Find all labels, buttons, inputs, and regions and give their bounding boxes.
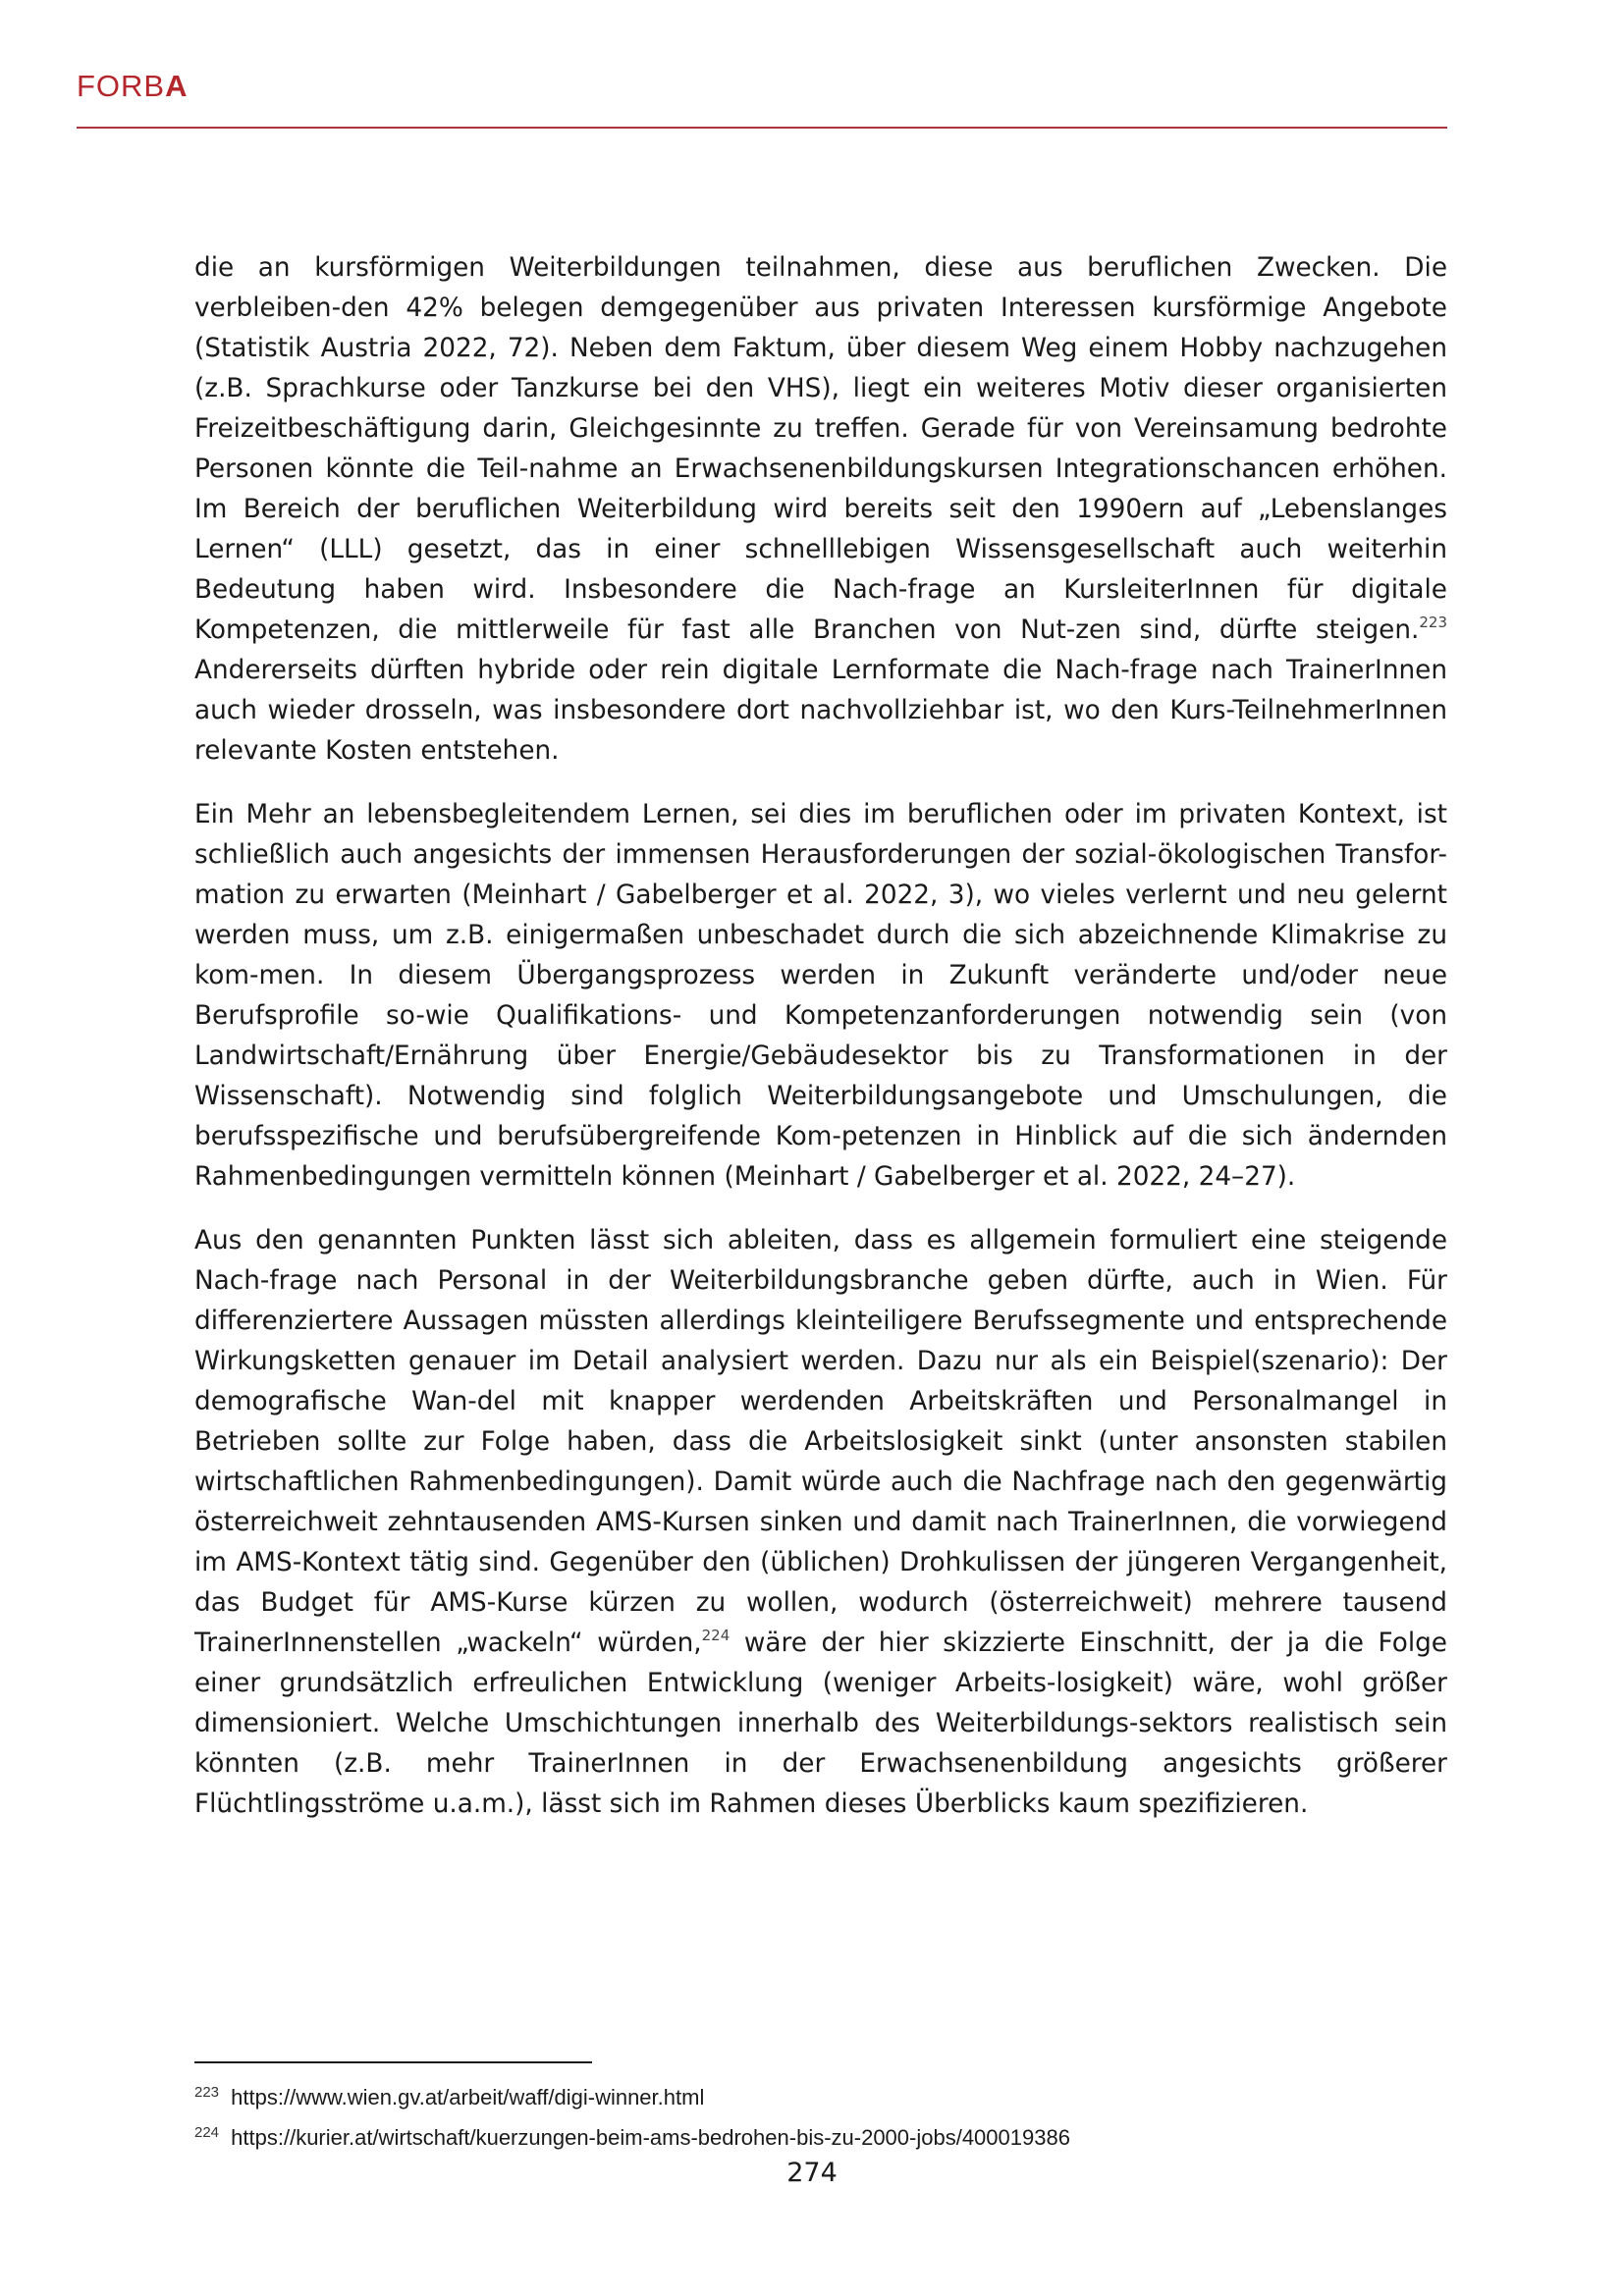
footnote-ref-224[interactable]: 224 [701,1627,731,1644]
footnote-223 [194,2075,1447,2115]
logo-text-regular: FORB [77,69,166,103]
main-text [194,248,1447,1848]
footnote-number: 223 [194,2084,220,2101]
footnote-224 [194,2115,1447,2156]
paragraph-3-part-b: wäre der hier skizzierte Einschnitt, der ja die Folge einer grundsätzlich erfreulichen Entwicklung (weniger Arbeits-losigkeit) wäre, wohl größer dimensioniert. Welche Umschichtungen innerhalb des Weiterbildungs-sektors realistisch sein könnten (z.B. mehr TrainerInnen in der Erwachsenenbildung angesichts größerer Flüchtlingsströme u.a.m.), lässt sich im Rahmen dieses Überblicks kaum spezifizieren. [194,1629,1447,1819]
paragraph-1 [194,248,1447,772]
paragraph-3 [194,1221,1447,1825]
header-divider [77,127,1447,129]
page-number: 274 [786,2158,838,2188]
paragraph-3-part-a: Aus den genannten Punkten lässt sich ableiten, dass es allgemein formuliert eine steigende Nach-frage nach Personal in der Weiterbildungsbranche geben dürfte, auch in Wien. Für differenziertere Aussagen müssten allerdings kleinteiligere Berufssegmente und entsprechende Wirkungsketten genauer im Detail analysiert werden. Dazu nur als ein Beispiel(szenario): Der demografische Wan-del mit knapper werdenden Arbeitskräften und Personalmangel in Betrieben sollte zur Folge haben, dass die Arbeitslosigkeit sinkt (unter ansonsten stabilen wirtschaftlichen Rahmenbedingungen). Damit würde auch die Nachfrage nach den gegenwärtig österreichweit zehntausenden AMS-Kursen sinken und damit nach TrainerInnen, die vorwiegend im AMS-Kontext tätig sind. Gegenüber den (üblichen) Drohkulissen der jüngeren Vergangenheit, das Budget für AMS-Kurse kürzen zu wollen, wodurch (österreichweit) mehrere tausend TrainerInnenstellen „wackeln“ würden, [194,1226,1447,1658]
footnote-link[interactable]: https://www.wien.gv.at/arbeit/waff/digi-winner.html [231,2085,705,2109]
paragraph-2: Ein Mehr an lebensbegleitendem Lernen, sei dies im beruflichen oder im privaten Kontext, ist schließlich auch angesichts der immensen Herausforderungen der sozial-ökologischen Transfor-mation zu erwarten (Meinhart / Gabelberger et al. 2022, 3), wo vieles verlernt und neu gelernt werden muss, um z.B. einigermaßen unbeschadet durch die sich abzeichnende Klimakrise zu kom-men. In diesem Übergangsprozess werden in Zukunft veränderte und/oder neue Berufsprofile so-wie Qualifikations- und Kompetenzanforderungen notwendig sein (von Landwirtschaft/Ernährung über Energie/Gebäudesektor bis zu Transformationen in der Wissenschaft). Notwendig sind folglich Weiterbildungsangebote und Umschulungen, die berufsspezifische und berufsübergreifende Kom-petenzen in Hinblick auf die sich ändernden Rahmenbedingungen vermitteln können (Meinhart / Gabelberger et al. 2022, 24–27). [194,800,1447,1192]
footnote-link[interactable]: https://kurier.at/wirtschaft/kuerzungen-beim-ams-bedrohen-bis-zu-2000-jobs/400019386 [231,2125,1070,2150]
footnote-ref-223[interactable]: 223 [1419,614,1447,631]
paragraph-1-part-a: die an kursförmigen Weiterbildungen teilnahmen, diese aus beruflichen Zwecken. Die verbleiben-den 42% belegen demgegenüber aus privaten Interessen kursförmige Angebote (Statistik Austria 2022, 72). Neben dem Faktum, über diesem Weg einem Hobby nachzugehen (z.B. Sprachkurse oder Tanzkurse bei den VHS), liegt ein weiteres Motiv dieser organisierten Freizeitbeschäftigung darin, Gleichgesinnte zu treffen. Gerade für von Vereinsamung bedrohte Personen könnte die Teil-nahme an Erwachsenenbildungskursen Integrationschancen erhöhen. Im Bereich der beruflichen Weiterbildung wird bereits seit den 1990ern auf „Lebenslanges Lernen“ (LLL) gesetzt, das in einer schnelllebigen Wissensgesellschaft auch weiterhin Bedeutung haben wird. Insbesondere die Nach-frage an KursleiterInnen für digitale Kompetenzen, die mittlerweile für fast alle Branchen von Nut-zen sind, dürfte steigen. [194,253,1447,645]
footnotes [194,2075,1447,2156]
logo-text-bold: A [165,69,189,103]
forba-logo [77,71,189,101]
footnote-number: 224 [194,2124,220,2141]
paragraph-1-part-b: Andererseits dürften hybride oder rein digitale Lernformate die Nach-frage nach TrainerInnen auch wieder drosseln, was insbesondere dort nachvollziehbar ist, wo den Kurs-TeilnehmerInnen relevante Kosten entstehen. [194,656,1447,766]
footnote-divider [194,2061,592,2063]
